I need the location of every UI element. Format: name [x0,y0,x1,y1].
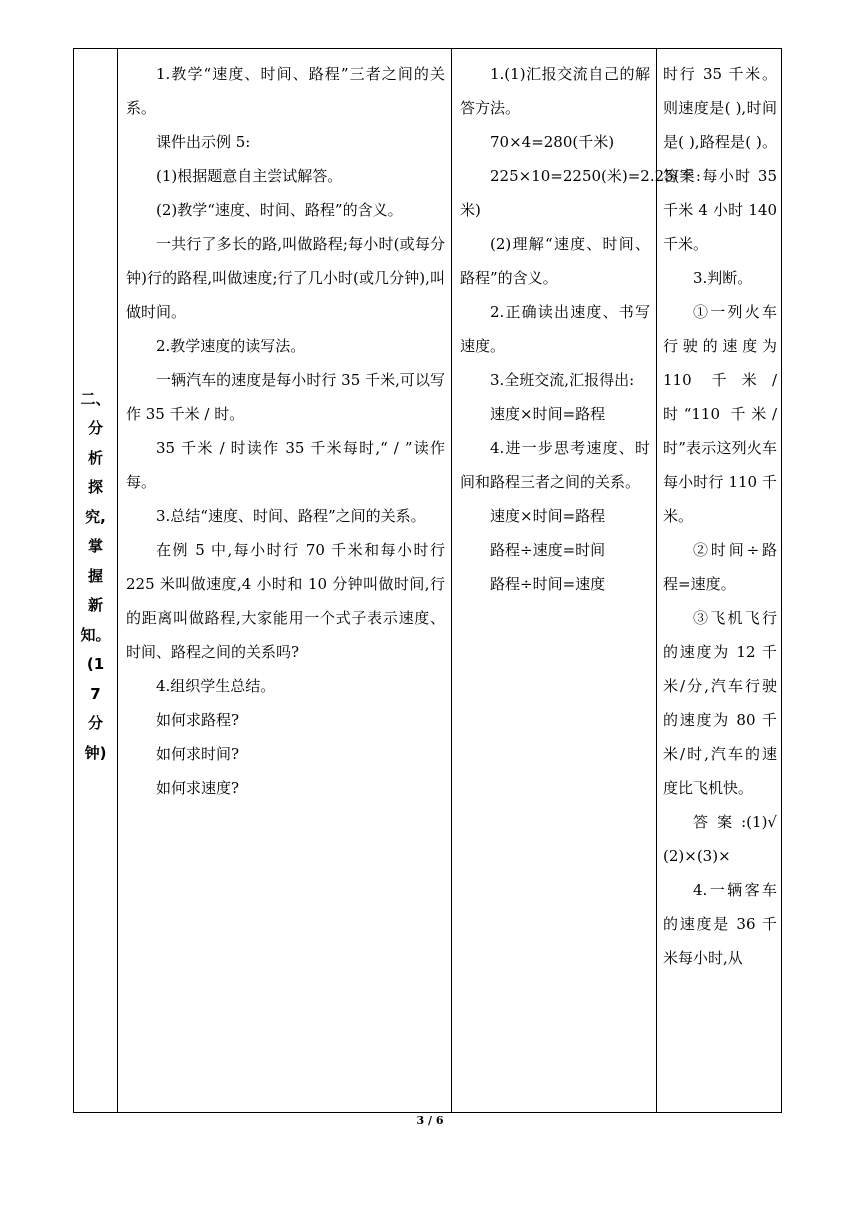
paragraph: 3.判断。 [693,269,753,287]
paragraph: 如何求时间? [156,745,240,763]
stage-cell [74,49,118,1113]
table-row [74,49,782,1113]
stage-char: 知。 [80,625,111,644]
paragraph: 2.教学速度的读写法。 [156,337,306,355]
paragraph: 70×4=280(千米) [490,133,615,151]
stage-char: 究, [85,507,106,526]
paragraph: 3.总结“速度、时间、路程”之间的关系。 [156,507,426,525]
paragraph: 路程÷时间=速度 [490,575,606,593]
paragraph: ②时间÷路程=速度。 [663,541,777,593]
stage-char: 掌 [87,537,103,556]
paragraph: 2.正确读出速度、书写速度。 [460,303,650,355]
paragraph: 4.一辆客车的速度是 36 千米每小时,从 [663,881,777,967]
paragraph: ③飞机飞行的速度为 12 千米/分,汽车行驶的速度为 80 千米/时,汽车的速度比飞机快。 [663,609,777,797]
paragraph: 在例 5 中,每小时行 70 千米和每小时行 225 米叫做速度,4 小时和 10 分钟叫做时间,行的距离叫做路程,大家能用一个式子表示速度、时间、路程之间的关系吗? [126,541,445,661]
stage-char: 钟) [84,743,107,762]
paragraph: (2)教学“速度、时间、路程”的含义。 [156,201,403,219]
paragraph: 一辆汽车的速度是每小时行 35 千米,可以写作 35 千米 / 时。 [126,371,445,423]
paragraph: 路程÷速度=时间 [490,541,606,559]
stage-char: 7 [90,684,101,703]
paragraph: 4.进一步思考速度、时间和路程三者之间的关系。 [460,439,650,491]
teacher-activity-cell [118,49,452,1113]
stage-char: 析 [87,448,103,467]
exercise-cell [657,49,782,1113]
page-number: 3 / 6 [416,1114,444,1127]
paragraph: (2)理解“速度、时间、路程”的含义。 [460,235,650,287]
teacher-activity-text [118,49,451,805]
paragraph: 4.组织学生总结。 [156,677,276,695]
student-activity-cell [452,49,695,1113]
student-activity-text [452,49,695,601]
paragraph: 3.全班交流,汇报得出: [490,371,635,389]
stage-char: 分 [87,714,103,733]
paragraph: 速度×时间=路程 [490,507,606,525]
paragraph: 一共行了多长的路,叫做路程;每小时(或每分钟)行的路程,叫做速度;行了几小时(或几分钟),叫做时间。 [126,235,445,321]
paragraph: 速度×时间=路程 [490,405,606,423]
paragraph: 如何求路程? [156,711,240,729]
paragraph: 如何求速度? [156,779,240,797]
paragraph: 1.(1)汇报交流自己的解答方法。 [460,65,650,117]
paragraph: 1.教学“速度、时间、路程”三者之间的关系。 [126,65,445,117]
paragraph: ①一列火车行驶的速度为 110 千米/时“110 千米/时”表示这列火车每小时行 110 千米。 [663,303,777,525]
lesson-plan-table [73,48,782,1113]
paragraph: 答案:(1)√ (2)×(3)× [663,813,777,865]
paragraph: (1)根据题意自主尝试解答。 [156,167,343,185]
stage-char: (1 [86,655,105,674]
paragraph: 课件出示例 5: [156,133,251,151]
paragraph: 时行 35 千米。则速度是( ),时间是( ),路程是( )。答案:每小时 35 千米 4 小时 140 千米。 [663,65,777,253]
paragraph: 225×10=2250(米)=2.25(千米) [460,167,695,219]
exercise-text [657,49,781,975]
stage-char: 二、 [80,389,111,408]
stage-label [74,385,117,769]
stage-char: 握 [87,566,103,585]
stage-char: 新 [87,596,103,615]
stage-char: 探 [87,478,103,497]
paragraph: 35 千米 / 时读作 35 千米每时,“ / ”读作每。 [126,439,445,491]
stage-char: 分 [87,419,103,438]
